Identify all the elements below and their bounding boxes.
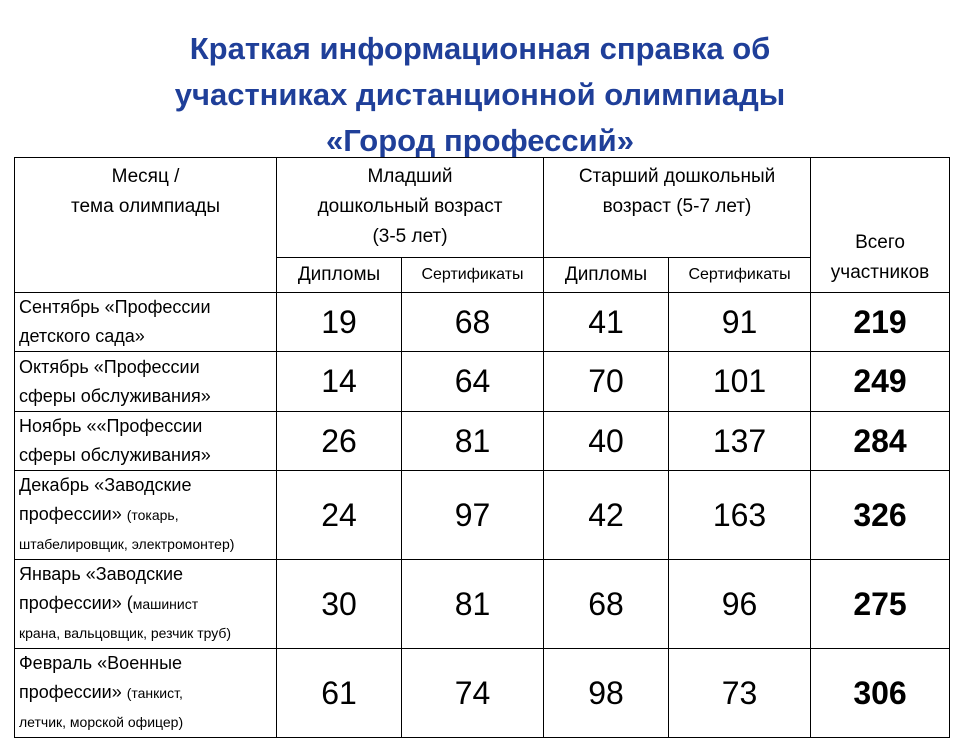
senior-certificates-cell: 73 [669,649,811,738]
junior-certificates-cell: 68 [402,293,544,352]
senior-certificates-cell: 101 [669,352,811,412]
senior-diplomas-cell: 41 [544,293,669,352]
junior-diplomas-cell: 30 [277,560,402,649]
total-cell: 306 [811,649,950,738]
table-row [15,471,950,560]
junior-diplomas-cell: 19 [277,293,402,352]
senior-certificates-cell: 137 [669,412,811,471]
header-total: Всего участников [811,158,950,293]
header-senior-diplomas: Дипломы [544,258,669,293]
header-month: Месяц / тема олимпиады [15,158,277,293]
row-month-label: Октябрь «Профессии сферы обслуживания» [15,352,277,412]
total-cell: 249 [811,352,950,412]
table-row [15,293,950,352]
header-senior-certificates: Сертификаты [669,258,811,293]
senior-certificates-cell: 96 [669,560,811,649]
table-row [15,649,950,738]
header-junior-diplomas: Дипломы [277,258,402,293]
senior-diplomas-cell: 68 [544,560,669,649]
junior-certificates-cell: 81 [402,412,544,471]
senior-diplomas-cell: 42 [544,471,669,560]
header-junior-age: Младший дошкольный возраст (3-5 лет) [277,158,544,258]
junior-diplomas-cell: 26 [277,412,402,471]
senior-certificates-cell: 91 [669,293,811,352]
total-cell: 219 [811,293,950,352]
table-row [15,560,950,649]
junior-certificates-cell: 97 [402,471,544,560]
row-month-label: Ноябрь ««Профессии сферы обслуживания» [15,412,277,471]
title-line-3: «Город профессий» [326,123,634,158]
table-row [15,412,950,471]
total-cell: 284 [811,412,950,471]
senior-diplomas-cell: 40 [544,412,669,471]
row-month-label: Сентябрь «Профессии детского сада» [15,293,277,352]
junior-certificates-cell: 81 [402,560,544,649]
senior-diplomas-cell: 70 [544,352,669,412]
participants-table [14,157,950,738]
junior-diplomas-cell: 24 [277,471,402,560]
row-month-label: Декабрь «Заводские профессии» (токарь, штабелировщик, электромонтер) [15,471,277,560]
title-line-1: Краткая информационная справка об [189,31,771,66]
junior-diplomas-cell: 61 [277,649,402,738]
junior-certificates-cell: 64 [402,352,544,412]
junior-diplomas-cell: 14 [277,352,402,412]
senior-diplomas-cell: 98 [544,649,669,738]
page-title [0,26,960,164]
table-row [15,352,950,412]
row-month-label: Январь «Заводские профессии» (машинист крана, вальцовщик, резчик труб) [15,560,277,649]
total-cell: 326 [811,471,950,560]
header-junior-certificates: Сертификаты [402,258,544,293]
junior-certificates-cell: 74 [402,649,544,738]
senior-certificates-cell: 163 [669,471,811,560]
header-senior-age: Старший дошкольный возраст (5-7 лет) [544,158,811,258]
total-cell: 275 [811,560,950,649]
title-line-2: участниках дистанционной олимпиады [174,77,786,112]
row-month-label: Февраль «Военные профессии» (танкист, летчик, морской офицер) [15,649,277,738]
